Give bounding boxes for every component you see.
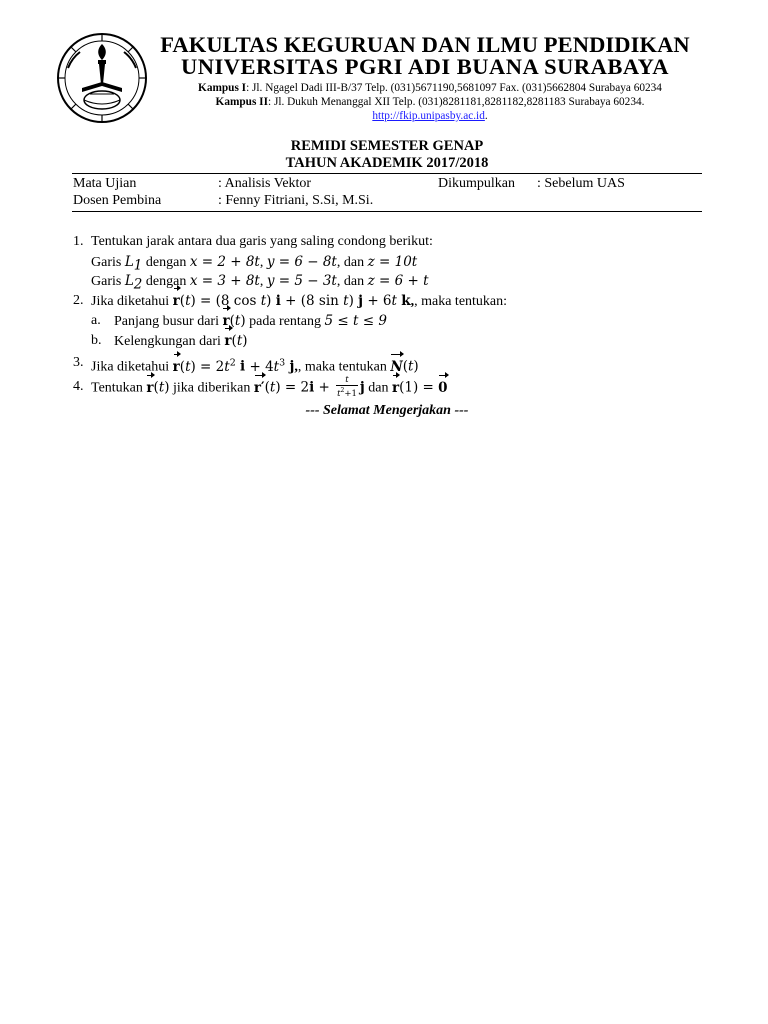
lecturer-value: : Fenny Fitriani, S.Si, M.Si. [218, 193, 374, 208]
campus-1-label: Kampus I [198, 82, 247, 94]
question-2-number: 2. [73, 293, 84, 308]
dengan-word: dengan [145, 255, 187, 270]
garis-word: Garis [91, 274, 122, 289]
question-4-lead: Tentukan [91, 380, 143, 396]
question-2b-label: b. [91, 333, 102, 348]
university-name: UNIVERSITAS PGRI ADI BUANA SURABAYA [180, 54, 670, 79]
header-divider-top [72, 173, 702, 174]
campus-2-address [150, 95, 710, 109]
faculty-name: FAKULTAS KEGURUAN DAN ILMU PENDIDIKAN [160, 32, 690, 57]
vector-r-symbol: r [172, 293, 180, 309]
subject-value: : Analisis Vektor [218, 176, 312, 191]
due-label: Dikumpulkan [438, 176, 515, 191]
question-2b-text: Kelengkungan dari r(t) [114, 333, 248, 349]
due-value: : Sebelum UAS [537, 176, 625, 191]
fraction-t-over-t2-plus-1: $\frac{t}{t^2+1}$ [337, 375, 357, 399]
subject-label: Mata Ujian [73, 176, 137, 191]
line-1-y-eq: y = 6 − 8t [266, 254, 337, 270]
lecturer-label: Dosen Pembina [73, 193, 162, 208]
question-2-text: Jika diketahui r(t) = (8 cos t) i + (8 sin t) j + 6t k,, maka tentukan: [91, 293, 508, 309]
question-4-number: 4. [73, 379, 84, 394]
question-1-number: 1. [73, 234, 84, 249]
campus-1-address [150, 81, 710, 95]
question-1-text: Tentukan jarak antara dua garis yang saling condong berikut: [91, 234, 433, 249]
header-divider-bottom [72, 211, 702, 212]
campus-2-text: : Jl. Dukuh Menanggal XII Telp. (031)8281181,8281182,8281183 Surabaya 60234. [267, 96, 645, 108]
dengan-word: dengan [145, 274, 187, 289]
line-1-z-eq: z = 10t [367, 254, 418, 270]
exam-title: REMIDI SEMESTER GENAP [290, 138, 484, 154]
question-3-tail: , maka tentukan [297, 359, 387, 375]
website-line [150, 109, 710, 123]
line-2-z-eq: z = 6 + t [367, 273, 429, 289]
question-2b-lead: Kelengkungan dari [114, 334, 221, 349]
arc-range: 5 ≤ t ≤ 9 [324, 313, 387, 329]
question-2a-text: Panjang busur dari r(t) pada rentang 5 ≤ t ≤ 9 [114, 313, 387, 329]
academic-year: TAHUN AKADEMIK 2017/2018 [285, 155, 489, 171]
website-suffix: . [484, 110, 488, 122]
question-2a-label: a. [91, 313, 101, 328]
question-4-text: Tentukan r(t) jika diberikan r′(t) = 2i + $\frac{t}{t^2+1}$ j dan r(1) = 0 [91, 375, 448, 399]
line-2-x-eq: x = 3 + 8t [189, 273, 260, 289]
question-2-lead: Jika diketahui [91, 294, 170, 309]
question-3-text: Jika diketahui $r(t) = 2t^2$ $i + 4t^3$ j,, maka tentukan N(t) [91, 357, 419, 375]
question-2-tail: , maka tentukan: [414, 294, 508, 309]
line-label-l1: $L_1$ [124, 254, 143, 274]
question-1-line-1: Garis $L_1$ dengan x = 2 + 8t, y = 6 − 8t, dan z = 10t [91, 254, 418, 274]
question-2a-mid: pada rentang [249, 314, 322, 329]
question-1-line-2: Garis $L_2$ dengan x = 3 + 8t, y = 5 − 3t, dan z = 6 + t [91, 273, 429, 293]
line-2-y-eq: y = 5 − 3t [266, 273, 337, 289]
question-2a-lead: Panjang busur dari [114, 314, 219, 329]
line-1-x-eq: x = 2 + 8t [189, 254, 260, 270]
question-3-number: 3. [73, 355, 84, 370]
campus-2-label: Kampus II [215, 96, 268, 108]
dan-word: , dan [336, 274, 365, 289]
website-link[interactable]: http://fkip.unipasby.ac.id [372, 110, 485, 122]
university-torch-emblem-icon [54, 28, 150, 124]
question-4-mid: jika diberikan [173, 380, 251, 396]
campus-1-text: : Jl. Ngagel Dadi III-B/37 Telp. (031)5671190,5681097 Fax. (031)5662804 Surabaya 60234 [246, 82, 662, 94]
question-4-dan: dan [368, 380, 389, 396]
question-3-lead: Jika diketahui [91, 359, 170, 375]
closing-message: --- Selamat Mengerjakan --- [305, 403, 469, 418]
garis-word: Garis [91, 255, 122, 270]
line-label-l2: $L_2$ [124, 273, 143, 293]
dan-word: , dan [336, 255, 365, 270]
